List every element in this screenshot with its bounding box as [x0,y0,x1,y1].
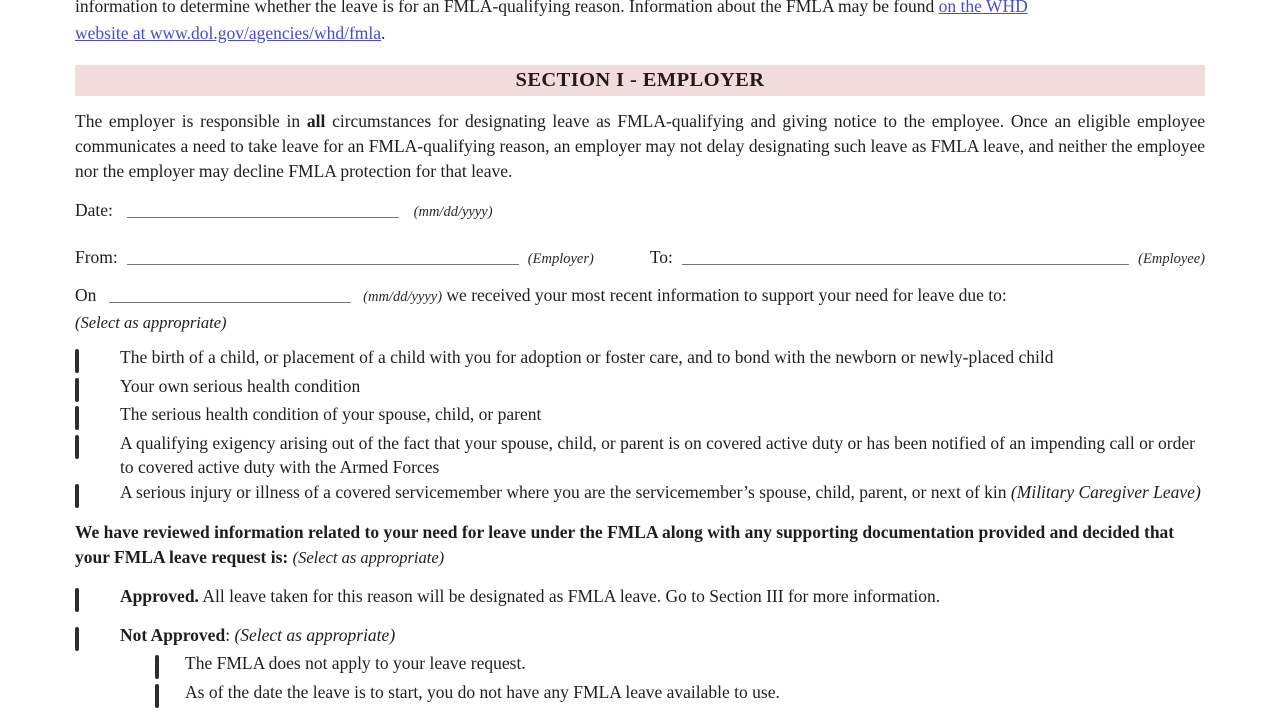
not-approved-sublist [155,651,1205,708]
employer-paragraph-text: The employer is responsible in [75,111,307,131]
checkbox-cell [75,345,120,374]
checkbox-cell [75,374,120,403]
qualifying-exigency-checkbox[interactable] [75,435,79,459]
not-approved-checkbox[interactable] [75,627,79,651]
servicemember-checkbox[interactable] [75,484,79,508]
to-input-blank[interactable] [682,250,1129,265]
on-received-text: we received your most recent information to support your need for leave due to: [446,285,1007,305]
to-group [650,247,1205,268]
checkbox-cell [75,431,120,460]
checkbox-cell [75,623,120,652]
military-caregiver-leave-note: (Military Caregiver Leave) [1010,481,1201,502]
section-header-banner [75,65,1205,96]
date-field-row [75,200,1205,221]
employer-hint: (Employer) [527,251,594,267]
intro-line-1 [75,0,1205,20]
approved-checkbox[interactable] [75,588,79,612]
on-label: On [75,285,97,305]
checkbox-cell [75,480,120,509]
employer-paragraph-text-2: circumstances for designating leave as FMLA-qualifying and giving notice to the employee. Once an eligible employee communicates a need to take leave for an FMLA-qualifying reason, an employer may not delay designating such leave as FMLA leave, and neither the employee nor the employer may decline FMLA protection for that leave. [75,111,1205,181]
checkbox-cell [155,651,185,680]
sub-reason-text: The FMLA does not apply to your leave request. [185,653,526,673]
approved-row [75,584,1205,613]
reason-row-servicemember [75,480,1205,509]
checkbox-cell [155,680,185,709]
reason-row-qualifying-exigency [75,431,1205,480]
on-date-format-hint: (mm/dd/yyyy) [363,289,443,305]
own-health-checkbox[interactable] [75,378,79,402]
on-received-line [75,283,1205,310]
whd-website-url-link[interactable]: website at www.dol.gov/agencies/whd/fmla [75,23,382,43]
select-as-appropriate-note: (Select as appropriate) [75,313,227,332]
employee-hint: (Employee) [1138,251,1205,267]
reason-text-main: A serious injury or illness of a covered servicemember where you are the servicemember’s spouse, child, parent, or next of kin [120,481,1011,502]
from-to-row [75,247,1205,268]
date-format-hint: (mm/dd/yyyy) [413,204,493,220]
on-received-block [75,283,1205,335]
intro-line-2 [75,20,1205,47]
reason-text [120,480,1205,505]
reason-text: The serious health condition of your spouse, child, or parent [120,404,542,424]
reason-text: A qualifying exigency arising out of the fact that your spouse, child, or parent is on covered active duty or has been notified of an impending call or order to covered active duty with the Armed Forces [120,432,1195,477]
date-label: Date: [75,200,113,220]
not-approved-colon: : [225,624,235,645]
decision-paragraph [75,520,1205,570]
decision-select-note: (Select as appropriate) [292,548,445,567]
sub-row-no-leave-available [155,680,1205,709]
reason-text: The birth of a child, or placement of a child with you for adoption or foster care, and to bond with the newborn or newly-placed child [120,347,1054,367]
section-title: SECTION I - EMPLOYER [515,69,765,91]
reason-text: Your own serious health condition [120,375,361,396]
decision-bold-text: We have reviewed information related to your need for leave under the FMLA along with any supporting documentation provided and decided that your FMLA leave request is: [75,522,1175,567]
not-approved-text [120,623,1205,648]
not-approved-bold-label: Not Approved [120,624,226,645]
intro-period: . [381,23,386,43]
employer-paragraph-bold: all [306,111,326,131]
leave-reason-list [75,345,1205,508]
approved-detail-text: All leave taken for this reason will be designated as FMLA leave. Go to Section III for more information. [198,586,941,606]
birth-adoption-checkbox[interactable] [75,349,79,373]
intro-paragraph [75,0,1205,47]
checkbox-cell [75,584,120,613]
to-label: To: [649,247,673,267]
no-leave-available-checkbox[interactable] [155,684,159,708]
family-health-checkbox[interactable] [75,406,79,430]
reason-row-own-health [75,374,1205,403]
sub-row-fmla-not-apply [155,651,1205,680]
whd-website-link[interactable]: on the WHD [938,0,1028,16]
sub-reason-text: As of the date the leave is to start, you do not have any FMLA leave available to use. [185,681,780,702]
reason-row-family-health [75,402,1205,431]
employer-paragraph [75,109,1205,184]
fmla-not-apply-checkbox[interactable] [155,655,159,679]
from-label: From: [75,247,118,267]
reason-row-birth [75,345,1205,374]
approved-text [120,584,1205,609]
on-date-input-blank[interactable] [109,288,351,303]
intro-text: information to determine whether the leave is for an FMLA-qualifying reason. Information about the FMLA may be found [75,0,939,16]
not-approved-row [75,623,1205,652]
not-approved-select-note: (Select as appropriate) [234,624,396,645]
from-input-blank[interactable] [127,250,519,265]
approved-bold-label: Approved. [120,586,199,606]
date-input-blank[interactable] [127,203,399,218]
checkbox-cell [75,402,120,431]
